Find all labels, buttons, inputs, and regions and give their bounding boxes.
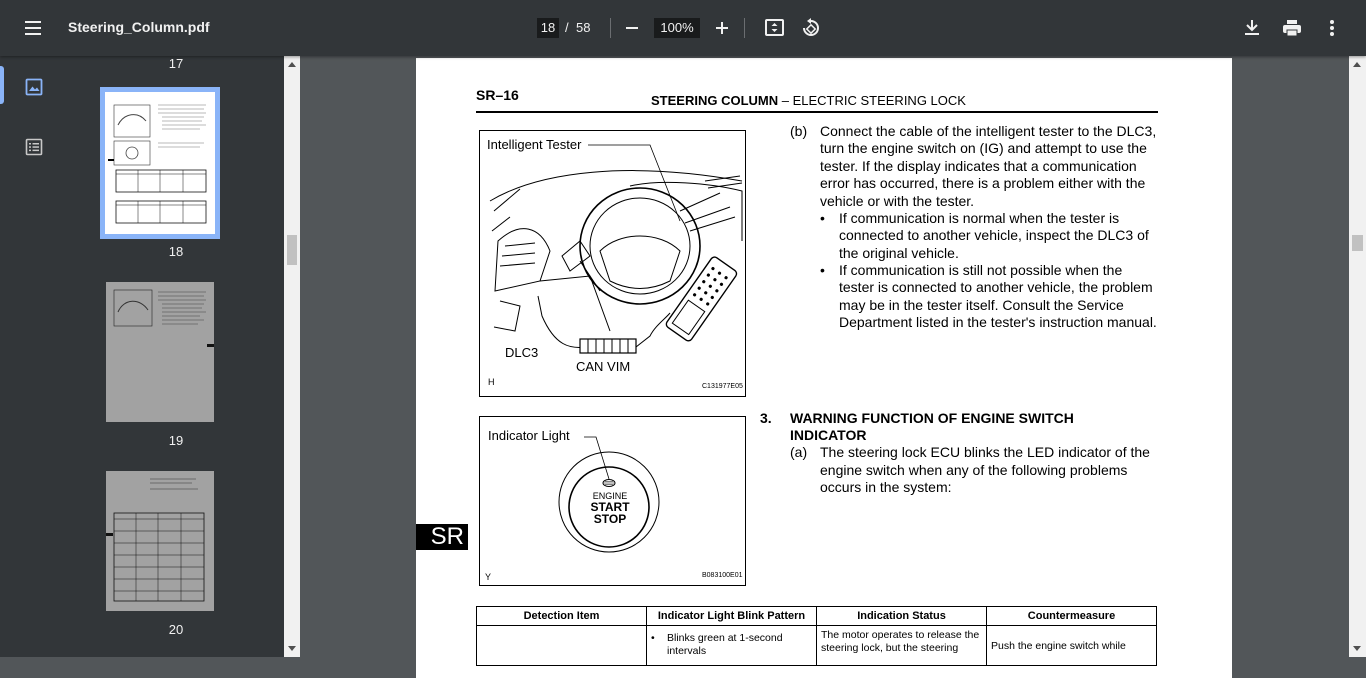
thumbnail-label: 19 — [168, 433, 184, 448]
menu-icon[interactable] — [22, 16, 46, 40]
table-cell: Push the engine switch while — [987, 626, 1157, 666]
scroll-up-arrow[interactable] — [288, 62, 296, 67]
thumbnail-image — [108, 95, 212, 231]
section-number: 3. — [760, 410, 772, 426]
step-b-marker: (b) — [790, 123, 808, 139]
figure-code: B083100E01 — [702, 572, 743, 579]
zoom-input[interactable]: 100% — [654, 18, 700, 38]
step-a-marker: (a) — [790, 444, 808, 460]
sidebar-rail — [0, 56, 68, 657]
thumbnail-page-19[interactable] — [106, 282, 214, 422]
pdf-page — [416, 58, 1232, 678]
bullet-marker: • — [820, 262, 825, 278]
thumbnail-page-18[interactable] — [100, 87, 220, 239]
scrollbar-thumb[interactable] — [1352, 235, 1363, 251]
table-header-row — [477, 607, 1157, 626]
section-code: SR–16 — [476, 87, 519, 103]
zoom-in-button[interactable] — [710, 16, 734, 40]
bullet-marker: • — [820, 210, 825, 226]
plus-icon — [710, 16, 734, 40]
thumbnail-page-20[interactable] — [106, 471, 214, 611]
thumbnail-panel — [68, 56, 284, 657]
header-rule — [476, 111, 1158, 113]
figure-indicator-light — [479, 416, 746, 586]
zoom-out-button[interactable] — [620, 16, 644, 40]
scroll-down-arrow[interactable] — [288, 646, 296, 651]
outline-view-button[interactable] — [0, 116, 68, 156]
header-title-bold: STEERING COLUMN — [651, 93, 779, 108]
engine-label: ENGINE — [592, 491, 628, 501]
more-actions-button[interactable] — [1320, 16, 1344, 40]
fit-to-page-button[interactable] — [763, 16, 787, 40]
minus-icon — [620, 16, 644, 40]
section-tab: SR — [416, 524, 468, 550]
list-icon — [25, 138, 43, 156]
label-indicator-light: Indicator Light — [488, 428, 570, 443]
rotate-icon — [799, 16, 823, 40]
document-title: Steering_Column.pdf — [68, 19, 210, 35]
page-preview — [106, 282, 214, 422]
thumbnail-image — [106, 282, 214, 422]
engine-button-text — [584, 491, 636, 525]
rotate-button[interactable] — [799, 16, 823, 40]
page-preview — [108, 95, 212, 231]
table-cell — [477, 626, 647, 666]
thumbnails-view-button[interactable] — [0, 56, 68, 96]
label-dlc3: DLC3 — [505, 345, 539, 360]
bullet-text: If communication is still not possible when the tester is connected to another vehicle, the problem may be in the tester itself. Consult the Service Department listed in the tester's instruction manual. — [839, 262, 1157, 331]
print-icon — [1280, 16, 1304, 40]
download-button[interactable] — [1240, 16, 1264, 40]
print-button[interactable] — [1280, 16, 1304, 40]
cell-text: Blinks green at 1-second intervals — [667, 632, 783, 657]
toolbar-divider — [744, 18, 745, 38]
step-a-text: The steering lock ECU blinks the LED indicator of the engine switch when any of the following problems occurs in the system: — [820, 444, 1150, 496]
pdf-toolbar — [0, 0, 1366, 56]
table-header: Indication Status — [817, 607, 987, 626]
figure-intelligent-tester — [479, 130, 746, 397]
page-separator: / — [565, 20, 569, 35]
stop-label: STOP — [593, 512, 627, 526]
label-can-vim: CAN VIM — [576, 359, 631, 374]
scroll-down-arrow[interactable] — [1353, 646, 1361, 651]
scrollbar-thumb[interactable] — [287, 235, 297, 265]
download-icon — [1240, 16, 1264, 40]
thumbnail-label: 20 — [168, 622, 184, 637]
table-cell: The motor operates to release the steering lock, but the steering — [817, 626, 987, 666]
start-label: START — [590, 500, 630, 514]
thumbnail-scrollbar[interactable] — [284, 56, 300, 657]
figure-code: C131977E05 — [702, 383, 743, 390]
thumbnail-label: 18 — [168, 244, 184, 259]
table-header: Indicator Light Blink Pattern — [647, 607, 817, 626]
header-title-rest: – ELECTRIC STEERING LOCK — [778, 93, 966, 108]
image-icon — [25, 78, 43, 96]
thumbnail-image — [106, 471, 214, 611]
table-header: Countermeasure — [987, 607, 1157, 626]
page-header-title — [651, 93, 966, 108]
section-title: WARNING FUNCTION OF ENGINE SWITCH INDICATOR — [790, 410, 1074, 443]
page-number-input[interactable]: 18 — [537, 18, 559, 38]
document-scrollbar[interactable] — [1349, 56, 1366, 657]
table-header: Detection Item — [477, 607, 647, 626]
more-vert-icon — [1320, 16, 1344, 40]
table-row — [477, 626, 1157, 666]
bullet-text: If communication is normal when the tester is connected to another vehicle, inspect the DLC3 of the original vehicle. — [839, 210, 1149, 261]
step-b-text: Connect the cable of the intelligent tester to the DLC3, turn the engine switch on (IG) and attempt to use the tester. If the display indicates that a communication error has occurred, there is a problem either with the vehicle or with the tester. — [820, 123, 1157, 209]
thumbnail-label: 17 — [168, 56, 184, 71]
figure-corner-letter: H — [488, 377, 495, 387]
detection-table — [476, 606, 1157, 666]
fit-page-icon — [763, 16, 787, 40]
table-cell — [647, 626, 817, 666]
figure-corner-letter: Y — [485, 572, 492, 582]
page-preview — [106, 471, 214, 611]
label-intelligent-tester: Intelligent Tester — [487, 137, 582, 152]
cell-bullet: • — [651, 632, 655, 644]
scroll-up-arrow[interactable] — [1353, 62, 1361, 67]
toolbar-divider — [610, 18, 611, 38]
page-total: 58 — [576, 20, 591, 35]
